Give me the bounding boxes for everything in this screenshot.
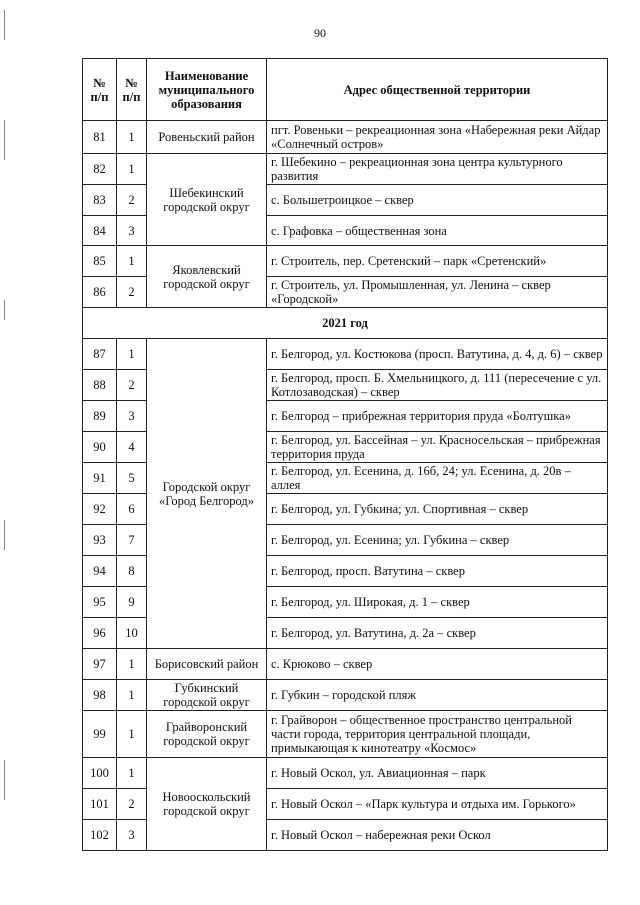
page-number: 90 [314, 26, 326, 40]
row-sub-num: 1 [117, 154, 147, 185]
address-cell: г. Белгород – прибрежная территория пруда «Болтушка» [267, 401, 608, 432]
row-sub-num: 1 [117, 758, 147, 789]
municipality-cell: Яковлевский городской округ [147, 246, 267, 308]
row-sub-num: 2 [117, 789, 147, 820]
address-cell: г. Строитель, пер. Сретенский – парк «Сретенский» [267, 246, 608, 277]
address-cell: г. Белгород, ул. Есенина, д. 16б, 24; ул. Есенина, д. 20в – аллея [267, 463, 608, 494]
row-sub-num: 1 [117, 246, 147, 277]
address-cell: г. Белгород, ул. Бассейная – ул. Красносельская – прибрежная территория пруда [267, 432, 608, 463]
row-sub-num: 3 [117, 401, 147, 432]
municipality-cell: Новооскольский городской округ [147, 758, 267, 851]
address-cell: г. Белгород, ул. Широкая, д. 1 – сквер [267, 587, 608, 618]
address-cell: г. Белгород, ул. Костюкова (просп. Ватутина, д. 4, д. 6) – сквер [267, 339, 608, 370]
municipality-cell: Губкинский городской округ [147, 680, 267, 711]
row-sub-num: 5 [117, 463, 147, 494]
row-sub-num: 2 [117, 185, 147, 216]
row-num: 84 [83, 216, 117, 246]
row-num: 101 [83, 789, 117, 820]
row-num: 95 [83, 587, 117, 618]
year-label: 2021 год [83, 308, 608, 339]
row-num: 92 [83, 494, 117, 525]
table-row [83, 339, 608, 370]
address-cell: г. Белгород, просп. Ватутина – сквер [267, 556, 608, 587]
municipality-cell: Городской округ «Город Белгород» [147, 339, 267, 649]
row-num: 82 [83, 154, 117, 185]
address-cell: г. Грайворон – общественное пространство центральной части города, территория центральной площади, примыкающая к кинотеатру «Космос» [267, 711, 608, 758]
row-num: 90 [83, 432, 117, 463]
address-cell: с. Крюково – сквер [267, 649, 608, 680]
row-num: 83 [83, 185, 117, 216]
address-cell: г. Губкин – городской пляж [267, 680, 608, 711]
row-num: 81 [83, 121, 117, 154]
municipality-cell: Ровеньский район [147, 121, 267, 154]
municipality-cell: Шебекинский городской округ [147, 154, 267, 246]
row-num: 98 [83, 680, 117, 711]
address-cell: с. Графовка – общественная зона [267, 216, 608, 246]
row-num: 94 [83, 556, 117, 587]
territories-table [82, 58, 608, 851]
row-sub-num: 1 [117, 711, 147, 758]
row-num: 100 [83, 758, 117, 789]
table-row [83, 758, 608, 789]
row-sub-num: 8 [117, 556, 147, 587]
address-cell: пгт. Ровеньки – рекреационная зона «Набережная реки Айдар «Солнечный остров» [267, 121, 608, 154]
row-num: 86 [83, 277, 117, 308]
row-num: 87 [83, 339, 117, 370]
address-cell: г. Новый Оскол – «Парк культура и отдыха им. Горького» [267, 789, 608, 820]
row-sub-num: 9 [117, 587, 147, 618]
header-municipality: Наименование муниципального образования [147, 59, 267, 121]
address-cell: с. Большетроицкое – сквер [267, 185, 608, 216]
row-num: 89 [83, 401, 117, 432]
row-sub-num: 1 [117, 649, 147, 680]
table-row [83, 680, 608, 711]
row-sub-num: 2 [117, 370, 147, 401]
table-row [83, 246, 608, 277]
year-row [83, 308, 608, 339]
municipality-cell: Борисовский район [147, 649, 267, 680]
row-sub-num: 1 [117, 121, 147, 154]
row-num: 91 [83, 463, 117, 494]
row-sub-num: 3 [117, 216, 147, 246]
municipality-cell: Грайворонский городской округ [147, 711, 267, 758]
header-sub-num: № п/п [117, 59, 147, 121]
address-cell: г. Белгород, ул. Губкина; ул. Спортивная – сквер [267, 494, 608, 525]
address-cell: г. Строитель, ул. Промышленная, ул. Ленина – сквер «Городской» [267, 277, 608, 308]
row-num: 88 [83, 370, 117, 401]
row-sub-num: 1 [117, 339, 147, 370]
table-row [83, 121, 608, 154]
row-sub-num: 10 [117, 618, 147, 649]
table-row [83, 649, 608, 680]
header-address: Адрес общественной территории [267, 59, 608, 121]
address-cell: г. Новый Оскол – набережная реки Оскол [267, 820, 608, 851]
table-row [83, 711, 608, 758]
row-sub-num: 6 [117, 494, 147, 525]
row-num: 93 [83, 525, 117, 556]
row-num: 102 [83, 820, 117, 851]
address-cell: г. Белгород, ул. Есенина; ул. Губкина – сквер [267, 525, 608, 556]
address-cell: г. Белгород, просп. Б. Хмельницкого, д. 111 (пересечение с ул. Котлозаводская) – сквер [267, 370, 608, 401]
row-num: 96 [83, 618, 117, 649]
row-sub-num: 7 [117, 525, 147, 556]
address-cell: г. Шебекино – рекреационная зона центра культурного развития [267, 154, 608, 185]
row-sub-num: 1 [117, 680, 147, 711]
address-cell: г. Белгород, ул. Ватутина, д. 2а – сквер [267, 618, 608, 649]
row-num: 99 [83, 711, 117, 758]
table-header-row [83, 59, 608, 121]
row-sub-num: 2 [117, 277, 147, 308]
row-sub-num: 4 [117, 432, 147, 463]
row-sub-num: 3 [117, 820, 147, 851]
row-num: 85 [83, 246, 117, 277]
header-num: № п/п [83, 59, 117, 121]
row-num: 97 [83, 649, 117, 680]
table-row [83, 154, 608, 185]
address-cell: г. Новый Оскол, ул. Авиационная – парк [267, 758, 608, 789]
scan-margin-marks [0, 0, 14, 905]
